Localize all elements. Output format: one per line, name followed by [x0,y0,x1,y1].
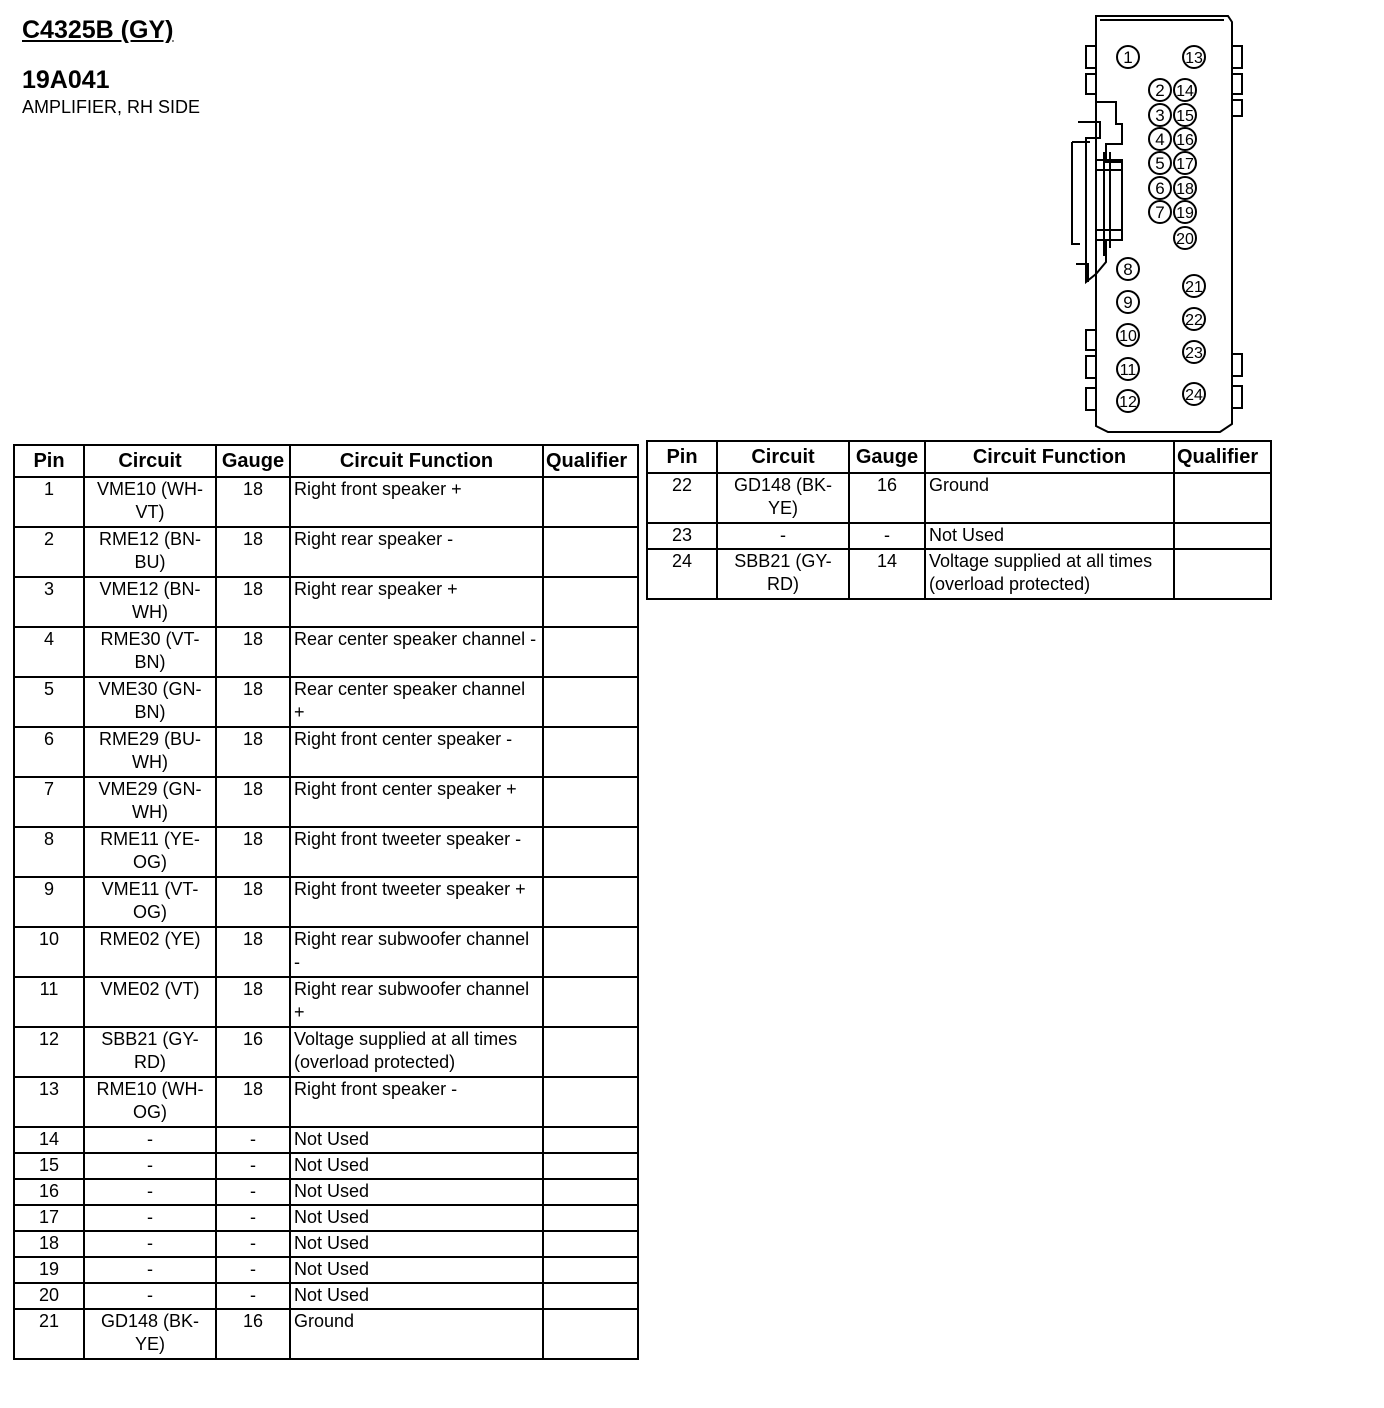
pin-number: 12 [14,1027,84,1077]
wire-gauge: 16 [849,473,925,523]
pin-cavity-label: 10 [1119,328,1137,345]
table-row [14,877,638,927]
pin-number: 3 [14,577,84,627]
pin-cavity-label: 6 [1155,179,1165,198]
pin-cavity-label: 19 [1176,205,1194,222]
circuit-id: RME11 (YE-OG) [84,827,216,877]
circuit-id: RME12 (BN-BU) [84,527,216,577]
circuit-id: VME30 (GN-BN) [84,677,216,727]
table-row [14,1077,638,1127]
qualifier [1174,473,1271,523]
qualifier [543,1179,638,1205]
circuit-function: Right rear speaker + [290,577,543,627]
circuit-function: Right rear speaker - [290,527,543,577]
qualifier [543,627,638,677]
pin-cavity-label: 16 [1176,132,1194,149]
circuit-function: Ground [925,473,1174,523]
wire-gauge: - [216,1127,290,1153]
wire-gauge: 18 [216,927,290,977]
column-header-circuit: Circuit [717,441,849,473]
wire-gauge: 18 [216,877,290,927]
table-row [14,927,638,977]
qualifier [543,1309,638,1359]
wire-gauge: 18 [216,777,290,827]
table-row [14,1153,638,1179]
table-row [14,1179,638,1205]
wire-gauge: 18 [216,727,290,777]
circuit-id: VME12 (BN-WH) [84,577,216,627]
pin-cavities [1117,46,1205,412]
pin-number: 22 [647,473,717,523]
wire-gauge: 16 [216,1309,290,1359]
column-header-pin: Pin [14,445,84,477]
connector-title: C4325B (GY) [22,16,174,44]
circuit-function: Not Used [290,1283,543,1309]
wire-gauge: 16 [216,1027,290,1077]
qualifier [543,577,638,627]
table-row [14,727,638,777]
column-header-pin: Pin [647,441,717,473]
pin-number: 19 [14,1257,84,1283]
circuit-function: Voltage supplied at all times (overload protected) [290,1027,543,1077]
wire-gauge: 18 [216,977,290,1027]
pin-number: 5 [14,677,84,727]
wire-gauge: 18 [216,477,290,527]
column-header-gauge: Gauge [216,445,290,477]
circuit-function: Not Used [290,1257,543,1283]
qualifier [543,1077,638,1127]
table-row [14,1027,638,1077]
wire-gauge: - [216,1205,290,1231]
qualifier [543,927,638,977]
table-row [647,549,1271,599]
circuit-id: - [84,1257,216,1283]
qualifier [543,1205,638,1231]
pin-number: 17 [14,1205,84,1231]
table-row [14,1127,638,1153]
pin-cavity-label: 18 [1176,181,1194,198]
table-row [14,777,638,827]
component-description: AMPLIFIER, RH SIDE [22,97,201,117]
pin-number: 21 [14,1309,84,1359]
pin-number: 8 [14,827,84,877]
table-row [14,1257,638,1283]
pin-cavity-label: 11 [1119,362,1137,379]
circuit-id: RME30 (VT-BN) [84,627,216,677]
pin-number: 13 [14,1077,84,1127]
pin-cavity-label: 1 [1123,48,1133,67]
pin-number: 2 [14,527,84,577]
wire-gauge: 18 [216,827,290,877]
circuit-function: Rear center speaker channel - [290,627,543,677]
pin-number: 14 [14,1127,84,1153]
pin-number: 10 [14,927,84,977]
circuit-id: VME29 (GN-WH) [84,777,216,827]
pin-cavity-label: 21 [1185,279,1203,296]
circuit-function: Right rear subwoofer channel - [290,927,543,977]
table-row [647,523,1271,549]
pin-cavity-label: 3 [1155,106,1165,125]
pin-number: 15 [14,1153,84,1179]
circuit-function: Right front speaker + [290,477,543,527]
qualifier [543,527,638,577]
circuit-id: - [84,1153,216,1179]
pin-cavity-label: 9 [1123,293,1133,312]
table-row [14,977,638,1027]
qualifier [543,1153,638,1179]
pin-number: 11 [14,977,84,1027]
circuit-id: - [84,1283,216,1309]
circuit-function: Voltage supplied at all times (overload protected) [925,549,1174,599]
pin-cavity-label: 2 [1155,81,1165,100]
circuit-function: Not Used [290,1153,543,1179]
qualifier [543,777,638,827]
qualifier [543,1231,638,1257]
pin-cavity-label: 12 [1119,394,1137,411]
wire-gauge: - [216,1283,290,1309]
qualifier [543,877,638,927]
pin-number: 1 [14,477,84,527]
circuit-function: Not Used [290,1179,543,1205]
circuit-id: GD148 (BK-YE) [717,473,849,523]
circuit-id: SBB21 (GY-RD) [717,549,849,599]
circuit-function: Ground [290,1309,543,1359]
pin-cavity-label: 13 [1185,50,1203,67]
circuit-id: GD148 (BK-YE) [84,1309,216,1359]
circuit-function: Right front center speaker + [290,777,543,827]
qualifier [543,827,638,877]
pin-number: 6 [14,727,84,777]
circuit-id: - [84,1205,216,1231]
qualifier [543,727,638,777]
table-row [14,1283,638,1309]
wire-gauge: 14 [849,549,925,599]
pin-cavity-label: 22 [1185,312,1203,329]
qualifier [1174,523,1271,549]
pinout-table-right [646,440,1272,600]
circuit-id: VME10 (WH-VT) [84,477,216,527]
pin-cavity-label: 14 [1176,83,1194,100]
circuit-function: Right front center speaker - [290,727,543,777]
table-row [14,677,638,727]
table-row [14,527,638,577]
circuit-id: VME02 (VT) [84,977,216,1027]
qualifier [543,977,638,1027]
column-header-circuit: Circuit [84,445,216,477]
connector-face-diagram [1060,12,1250,440]
pin-cavity-label: 5 [1155,154,1165,173]
table-row [14,1309,638,1359]
qualifier [543,1283,638,1309]
circuit-function: Rear center speaker channel + [290,677,543,727]
wire-gauge: 18 [216,627,290,677]
circuit-id: RME29 (BU-WH) [84,727,216,777]
wire-gauge: - [216,1257,290,1283]
pin-cavity-label: 4 [1155,130,1165,149]
circuit-function: Right front tweeter speaker - [290,827,543,877]
pin-cavity-label: 23 [1185,345,1203,362]
circuit-id: - [84,1127,216,1153]
circuit-id: - [84,1179,216,1205]
table-row [14,627,638,677]
wire-gauge: - [216,1153,290,1179]
pin-number: 4 [14,627,84,677]
wire-gauge: 18 [216,1077,290,1127]
wire-gauge: - [216,1231,290,1257]
circuit-function: Right front tweeter speaker + [290,877,543,927]
wire-gauge: - [216,1179,290,1205]
wire-gauge: - [849,523,925,549]
table-row [14,477,638,527]
table-row [14,1231,638,1257]
qualifier [543,1257,638,1283]
circuit-id: - [84,1231,216,1257]
pin-number: 9 [14,877,84,927]
pin-cavity-label: 17 [1176,156,1194,173]
column-header-function: Circuit Function [925,441,1174,473]
wire-gauge: 18 [216,677,290,727]
part-number: 19A041 [22,66,110,94]
pin-cavity-label: 24 [1185,387,1203,404]
pin-number: 18 [14,1231,84,1257]
pin-number: 24 [647,549,717,599]
pinout-table-left [13,444,639,1360]
circuit-id: RME10 (WH-OG) [84,1077,216,1127]
table-row [14,1205,638,1231]
circuit-id: SBB21 (GY-RD) [84,1027,216,1077]
wire-gauge: 18 [216,577,290,627]
pin-number: 7 [14,777,84,827]
qualifier [543,477,638,527]
circuit-id: VME11 (VT-OG) [84,877,216,927]
table-row [14,827,638,877]
pin-cavity-label: 20 [1176,231,1194,248]
circuit-function: Not Used [290,1231,543,1257]
column-header-function: Circuit Function [290,445,543,477]
circuit-function: Not Used [290,1127,543,1153]
pin-number: 20 [14,1283,84,1309]
circuit-function: Not Used [290,1205,543,1231]
column-header-qualifier: Qualifier [1174,441,1271,473]
pin-cavity-label: 7 [1155,203,1165,222]
pin-cavity-label: 15 [1176,108,1194,125]
pin-number: 16 [14,1179,84,1205]
column-header-qualifier: Qualifier [543,445,638,477]
table-row [14,577,638,627]
circuit-id: RME02 (YE) [84,927,216,977]
circuit-function: Not Used [925,523,1174,549]
qualifier [543,1127,638,1153]
qualifier [1174,549,1271,599]
pin-number: 23 [647,523,717,549]
pin-cavity-label: 8 [1123,260,1133,279]
qualifier [543,677,638,727]
column-header-gauge: Gauge [849,441,925,473]
table-row [647,473,1271,523]
circuit-function: Right front speaker - [290,1077,543,1127]
wire-gauge: 18 [216,527,290,577]
circuit-id: - [717,523,849,549]
qualifier [543,1027,638,1077]
circuit-function: Right rear subwoofer channel + [290,977,543,1027]
